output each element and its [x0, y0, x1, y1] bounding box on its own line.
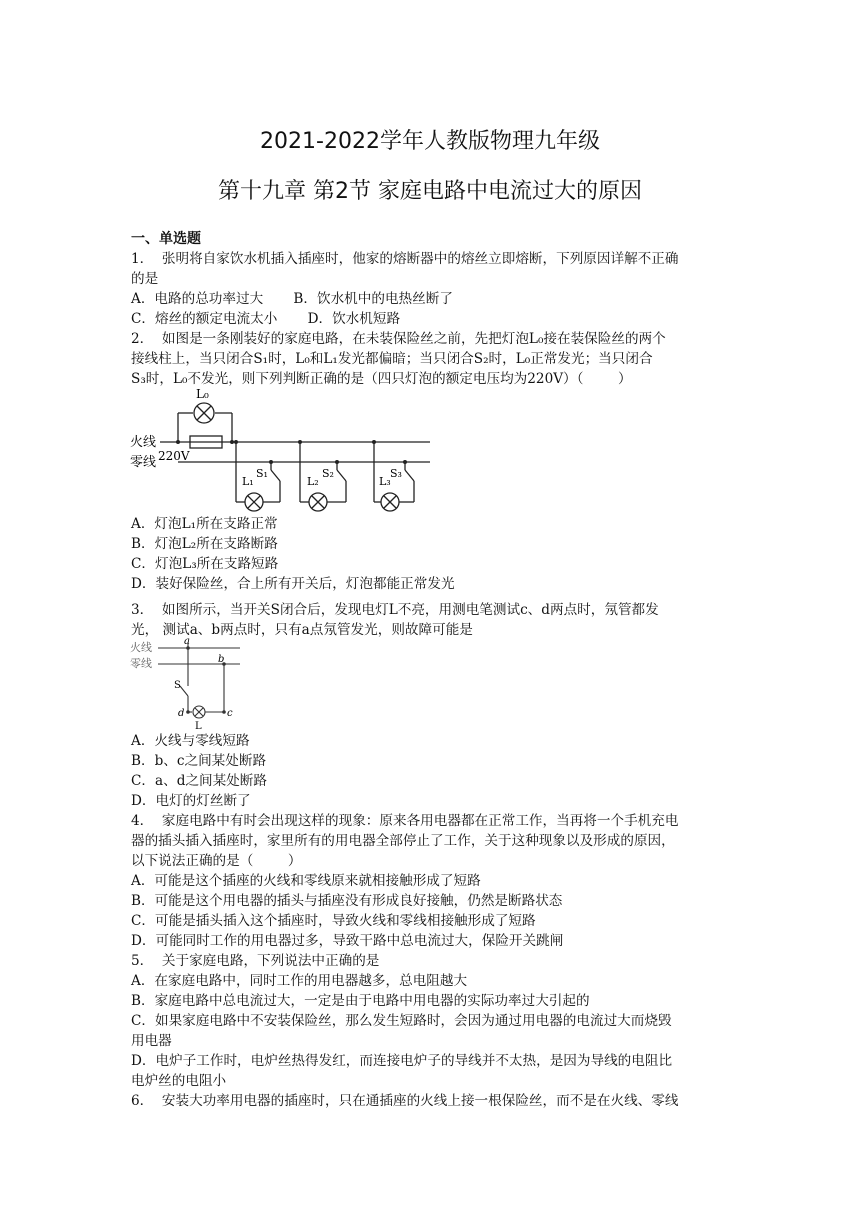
text-line: D．电灯的灯丝断了 — [131, 793, 251, 809]
text-line: 3． 如图所示，当开关S闭合后，发现电灯L不亮，用测电笔测试c、d两点时，氖管都发 — [131, 602, 659, 618]
text-line: A．火线与零线短路 — [131, 733, 250, 749]
text-line: 光， 测试a、b两点时，只有a点氖管发光，则故障可能是 — [131, 622, 473, 638]
text-line: B．可能是这个用电器的插头与插座没有形成良好接触，仍然是断路状态 — [131, 893, 563, 909]
text-line: B．b、c之间某处断路 — [131, 753, 267, 769]
label-l1: L₁ — [242, 475, 254, 488]
text-line: A．在家庭电路中，同时工作的用电器越多，总电阻越大 — [131, 973, 468, 989]
circuit-figure-q2 — [128, 384, 438, 516]
text-line: D．装好保险丝，合上所有开关后，灯泡都能正常发光 — [131, 576, 455, 592]
label-live-wire: 火线 — [130, 435, 157, 450]
text-line: 器的插头插入插座时，家里所有的用电器全部停止了工作，关于这种现象以及形成的原因， — [131, 833, 675, 849]
label-s2: S₂ — [322, 467, 334, 480]
text-line: 电炉丝的电阻小 — [131, 1073, 227, 1089]
label-neutral-wire: 零线 — [130, 455, 157, 470]
text-line: 4． 家庭电路中有时会出现这样的现象：原来各用电器都在正常工作，当再将一个手机充电 — [131, 813, 679, 829]
text-line: C．a、d之间某处断路 — [131, 773, 267, 789]
switch-s-label: S — [174, 680, 181, 691]
label-l2: L₂ — [307, 475, 319, 488]
label-neutral-wire: 零线 — [130, 657, 152, 670]
text-line: C．灯泡L₃所在支路短路 — [131, 556, 279, 572]
text-line: A．可能是这个插座的火线和零线原来就相接触形成了短路 — [131, 873, 481, 889]
point-d-label: d — [178, 708, 185, 719]
text-line: 2． 如图是一条刚装好的家庭电路，在未装保险丝之前，先把灯泡L₀接在装保险丝的两个 — [131, 331, 666, 347]
text-line: B．灯泡L₂所在支路断路 — [131, 536, 278, 552]
label-l3: L₃ — [379, 475, 391, 488]
circuit-figure-q3 — [128, 636, 248, 732]
doc-title-line1: 2021-2022学年人教版物理九年级 — [260, 129, 600, 154]
text-line: 5． 关于家庭电路，下列说法中正确的是 — [131, 953, 380, 969]
text-line: B．家庭电路中总电流过大，一定是由于电路中用电器的实际功率过大引起的 — [131, 993, 590, 1009]
section-heading: 一、单选题 — [131, 231, 201, 247]
text-line: 以下说法正确的是（ ） — [131, 853, 302, 869]
point-b-label: b — [218, 654, 225, 665]
text-line: 1． 张明将自家饮水机插入插座时，他家的熔断器中的熔丝立即熔断，下列原因详解不正确 — [131, 251, 679, 267]
text-line: D．电炉子工作时，电炉丝热得发红，而连接电炉子的导线并不太热，是因为导线的电阻比 — [131, 1053, 673, 1069]
text-line: A．灯泡L₁所在支路正常 — [131, 516, 278, 532]
label-s3: S₃ — [390, 467, 402, 480]
point-a-label: a — [184, 636, 190, 647]
text-line: D．可能同时工作的用电器过多，导致干路中总电流过大，保险开关跳闸 — [131, 933, 564, 949]
text-line: C．可能是插头插入这个插座时，导致火线和零线相接触形成了短路 — [131, 913, 536, 929]
point-c-label: c — [227, 708, 233, 719]
label-s1: S₁ — [256, 467, 268, 480]
text-line: A．电路的总功率过大 B．饮水机中的电热丝断了 — [131, 291, 453, 307]
text-line: 用电器 — [131, 1033, 172, 1049]
text-line: 接线柱上，当只闭合S₁时，L₀和L₁发光都偏暗；当只闭合S₂时，L₀正常发光；当只闭合 — [131, 351, 653, 367]
text-line: 6． 安装大功率用电器的插座时，只在通插座的火线上接一根保险丝，而不是在火线、零线 — [131, 1093, 679, 1109]
lamp-l-label: L — [195, 721, 202, 732]
label-voltage: 220V — [158, 449, 190, 463]
doc-title-line2: 第十九章 第2节 家庭电路中电流过大的原因 — [218, 179, 642, 204]
label-live-wire: 火线 — [130, 641, 152, 654]
text-line: C．如果家庭电路中不安装保险丝，那么发生短路时，会因为通过用电器的电流过大而烧毁 — [131, 1013, 672, 1029]
text-line: 的是 — [131, 271, 159, 287]
text-line: S₃时，L₀不发光，则下列判断正确的是（四只灯泡的额定电压均为220V）（ ） — [131, 371, 632, 387]
label-l0: L₀ — [196, 387, 209, 401]
text-line: C．熔丝的额定电流太小 D．饮水机短路 — [131, 311, 401, 327]
